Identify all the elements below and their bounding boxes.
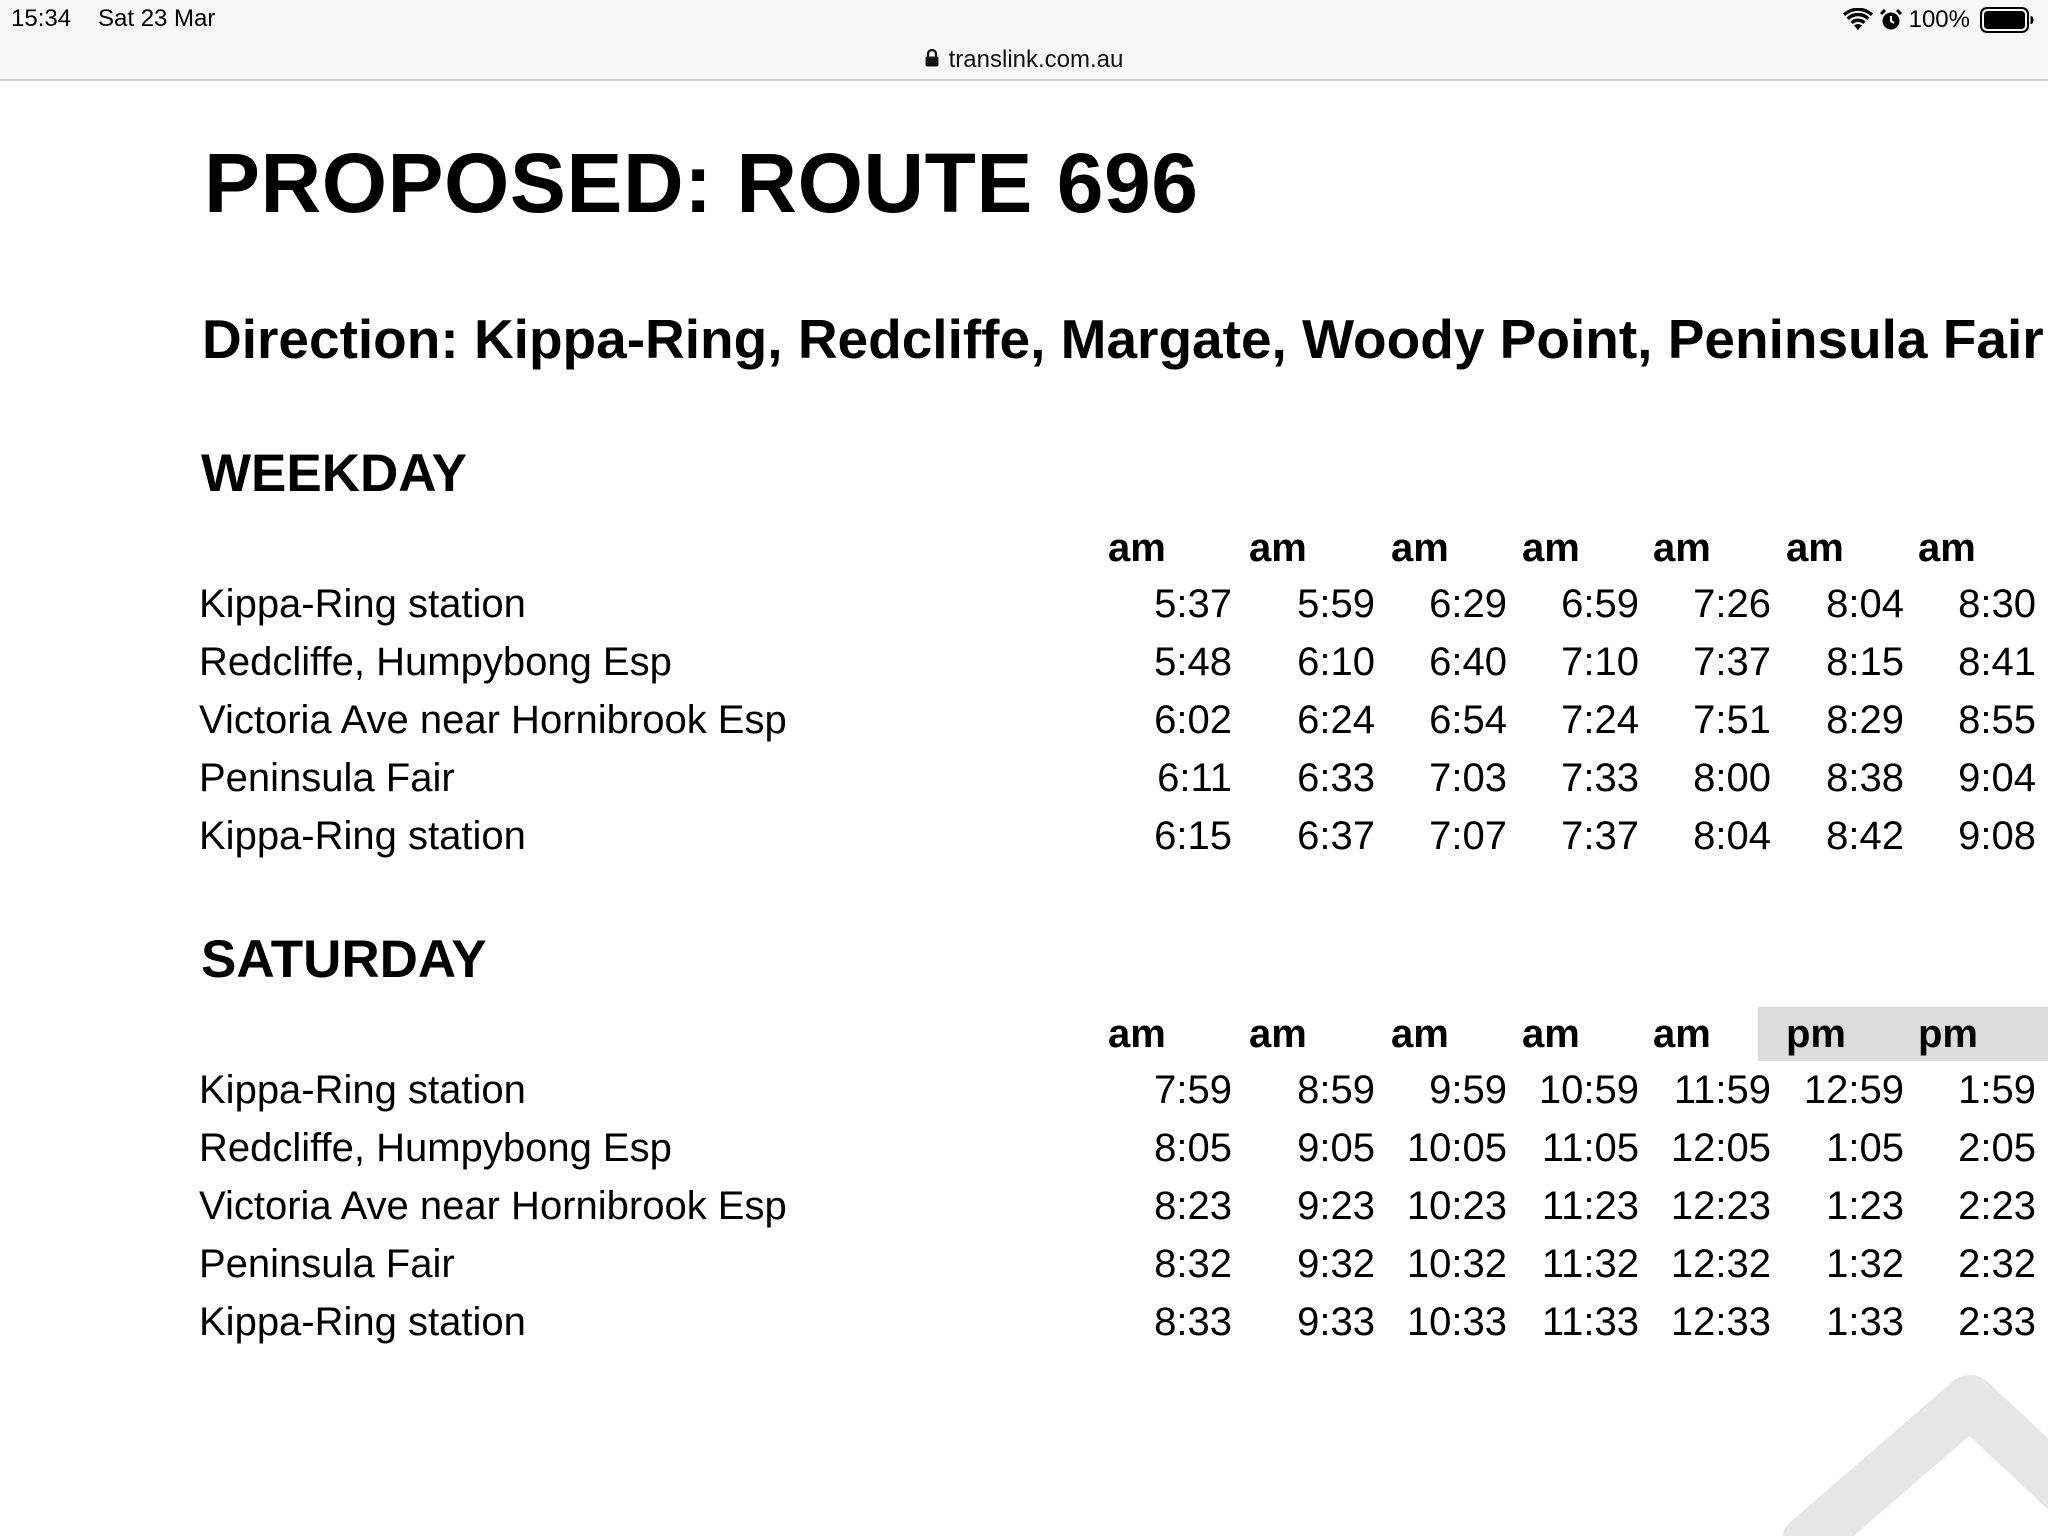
departure-time: 7:51 <box>1693 698 1771 742</box>
table-row <box>0 1061 2048 1119</box>
departure-time: 10:32 <box>1406 1242 1507 1286</box>
departure-time: 7:37 <box>1693 640 1771 684</box>
section-heading: SATURDAY <box>201 930 487 989</box>
departure-time: 6:59 <box>1561 582 1639 626</box>
period-label: am <box>1786 526 1844 570</box>
status-time: 15:34 <box>11 5 72 32</box>
section-heading: WEEKDAY <box>201 444 468 503</box>
departure-time: 12:59 <box>1803 1068 1904 1112</box>
departure-time: 8:29 <box>1826 698 1904 742</box>
departure-time: 11:05 <box>1541 1126 1639 1170</box>
table-row <box>0 691 2048 749</box>
departure-time: 7:10 <box>1561 640 1639 684</box>
period-label: pm <box>1758 1007 1908 1061</box>
departure-time: 8:55 <box>1958 698 2036 742</box>
departure-time: 5:48 <box>1154 640 1232 684</box>
departure-time: 9:33 <box>1297 1300 1375 1344</box>
table-row <box>0 1293 2048 1351</box>
departure-time: 12:05 <box>1670 1126 1771 1170</box>
route-direction: Direction: Kippa-Ring, Redcliffe, Margate, Woody Point, Peninsula Fair <box>202 308 2044 370</box>
stop-name: Kippa-Ring station <box>199 814 526 858</box>
departure-time: 8:41 <box>1958 640 2036 684</box>
departure-time: 7:24 <box>1561 698 1639 742</box>
departure-time: 5:37 <box>1154 582 1232 626</box>
period-label: am <box>1522 526 1580 570</box>
period-label: am <box>1249 1012 1307 1056</box>
departure-time: 8:32 <box>1154 1242 1232 1286</box>
departure-time: 7:26 <box>1693 582 1771 626</box>
departure-time: 10:59 <box>1538 1068 1639 1112</box>
stop-name: Redcliffe, Humpybong Esp <box>199 640 672 684</box>
table-row <box>0 1119 2048 1177</box>
departure-time: 6:24 <box>1297 698 1375 742</box>
period-header-row <box>0 521 2048 575</box>
stop-name: Kippa-Ring station <box>199 1300 526 1344</box>
departure-time: 9:04 <box>1958 756 2036 800</box>
departure-time: 9:32 <box>1297 1242 1375 1286</box>
stop-name: Victoria Ave near Hornibrook Esp <box>199 698 787 742</box>
departure-time: 8:23 <box>1154 1184 1232 1228</box>
departure-time: 11:23 <box>1541 1184 1639 1228</box>
url-text[interactable]: translink.com.au <box>948 45 1124 73</box>
stop-name: Kippa-Ring station <box>199 582 526 626</box>
table-row <box>0 1235 2048 1293</box>
lock-icon <box>925 46 939 74</box>
departure-time: 9:05 <box>1297 1126 1375 1170</box>
table-row <box>0 1177 2048 1235</box>
departure-time: 7:33 <box>1561 756 1639 800</box>
departure-time: 1:32 <box>1826 1242 1904 1286</box>
period-label: am <box>1108 526 1166 570</box>
departure-time: 2:32 <box>1958 1242 2036 1286</box>
period-label: am <box>1391 1012 1449 1056</box>
table-row <box>0 633 2048 691</box>
departure-time: 6:02 <box>1154 698 1232 742</box>
status-date: Sat 23 Mar <box>98 5 216 32</box>
departure-time: 8:04 <box>1826 582 1904 626</box>
departure-time: 12:33 <box>1670 1300 1771 1344</box>
stop-name: Peninsula Fair <box>199 756 455 800</box>
departure-time: 1:23 <box>1826 1184 1904 1228</box>
period-header-row <box>0 1007 2048 1061</box>
stop-name: Kippa-Ring station <box>199 1068 526 1112</box>
status-bar <box>0 0 2048 40</box>
departure-time: 7:07 <box>1429 814 1507 858</box>
period-label: pm <box>1908 1007 2048 1061</box>
alarm-icon <box>1879 8 1903 32</box>
departure-time: 11:32 <box>1541 1242 1639 1286</box>
departure-time: 8:38 <box>1826 756 1904 800</box>
departure-time: 6:10 <box>1297 640 1375 684</box>
departure-time: 2:33 <box>1958 1300 2036 1344</box>
departure-time: 6:15 <box>1154 814 1232 858</box>
table-row <box>0 575 2048 633</box>
period-label: am <box>1391 526 1449 570</box>
departure-time: 6:29 <box>1429 582 1507 626</box>
stop-name: Victoria Ave near Hornibrook Esp <box>199 1184 787 1228</box>
departure-time: 8:00 <box>1693 756 1771 800</box>
departure-time: 8:15 <box>1826 640 1904 684</box>
address-bar[interactable] <box>0 40 2048 81</box>
departure-time: 8:05 <box>1154 1126 1232 1170</box>
departure-time: 10:05 <box>1406 1126 1507 1170</box>
table-row <box>0 749 2048 807</box>
table-row <box>0 807 2048 865</box>
departure-time: 11:59 <box>1673 1068 1771 1112</box>
stop-name: Redcliffe, Humpybong Esp <box>199 1126 672 1170</box>
departure-time: 12:23 <box>1670 1184 1771 1228</box>
departure-time: 1:05 <box>1826 1126 1904 1170</box>
departure-time: 8:59 <box>1297 1068 1375 1112</box>
departure-time: 1:59 <box>1958 1068 2036 1112</box>
status-indicators <box>1843 4 2034 36</box>
departure-time: 2:05 <box>1958 1126 2036 1170</box>
departure-time: 9:08 <box>1958 814 2036 858</box>
departure-time: 1:33 <box>1826 1300 1904 1344</box>
period-label: am <box>1918 526 1976 570</box>
departure-time: 2:23 <box>1958 1184 2036 1228</box>
departure-time: 7:03 <box>1429 756 1507 800</box>
wifi-icon <box>1843 8 1873 32</box>
stop-name: Peninsula Fair <box>199 1242 455 1286</box>
departure-time: 7:37 <box>1561 814 1639 858</box>
page-title: PROPOSED: ROUTE 696 <box>204 136 1199 230</box>
departure-time: 12:32 <box>1670 1242 1771 1286</box>
timetable-document <box>0 81 2048 1536</box>
departure-time: 11:33 <box>1541 1300 1639 1344</box>
departure-time: 9:23 <box>1297 1184 1375 1228</box>
departure-time: 7:59 <box>1154 1068 1232 1112</box>
departure-time: 9:59 <box>1429 1068 1507 1112</box>
period-label: am <box>1249 526 1307 570</box>
departure-time: 6:33 <box>1297 756 1375 800</box>
departure-time: 10:33 <box>1406 1300 1507 1344</box>
battery-icon <box>1980 7 2034 33</box>
departure-time: 6:40 <box>1429 640 1507 684</box>
departure-time: 6:54 <box>1429 698 1507 742</box>
departure-time: 8:30 <box>1958 582 2036 626</box>
departure-time: 8:33 <box>1154 1300 1232 1344</box>
period-label: am <box>1653 526 1711 570</box>
watermark-logo <box>1700 1341 2048 1536</box>
period-label: am <box>1108 1012 1166 1056</box>
battery-percent: 100% <box>1908 6 1970 33</box>
departure-time: 6:11 <box>1157 756 1232 800</box>
departure-time: 5:59 <box>1297 582 1375 626</box>
departure-time: 8:04 <box>1693 814 1771 858</box>
departure-time: 8:42 <box>1826 814 1904 858</box>
departure-time: 6:37 <box>1297 814 1375 858</box>
departure-time: 10:23 <box>1406 1184 1507 1228</box>
period-label: am <box>1522 1012 1580 1056</box>
period-label: am <box>1653 1012 1711 1056</box>
